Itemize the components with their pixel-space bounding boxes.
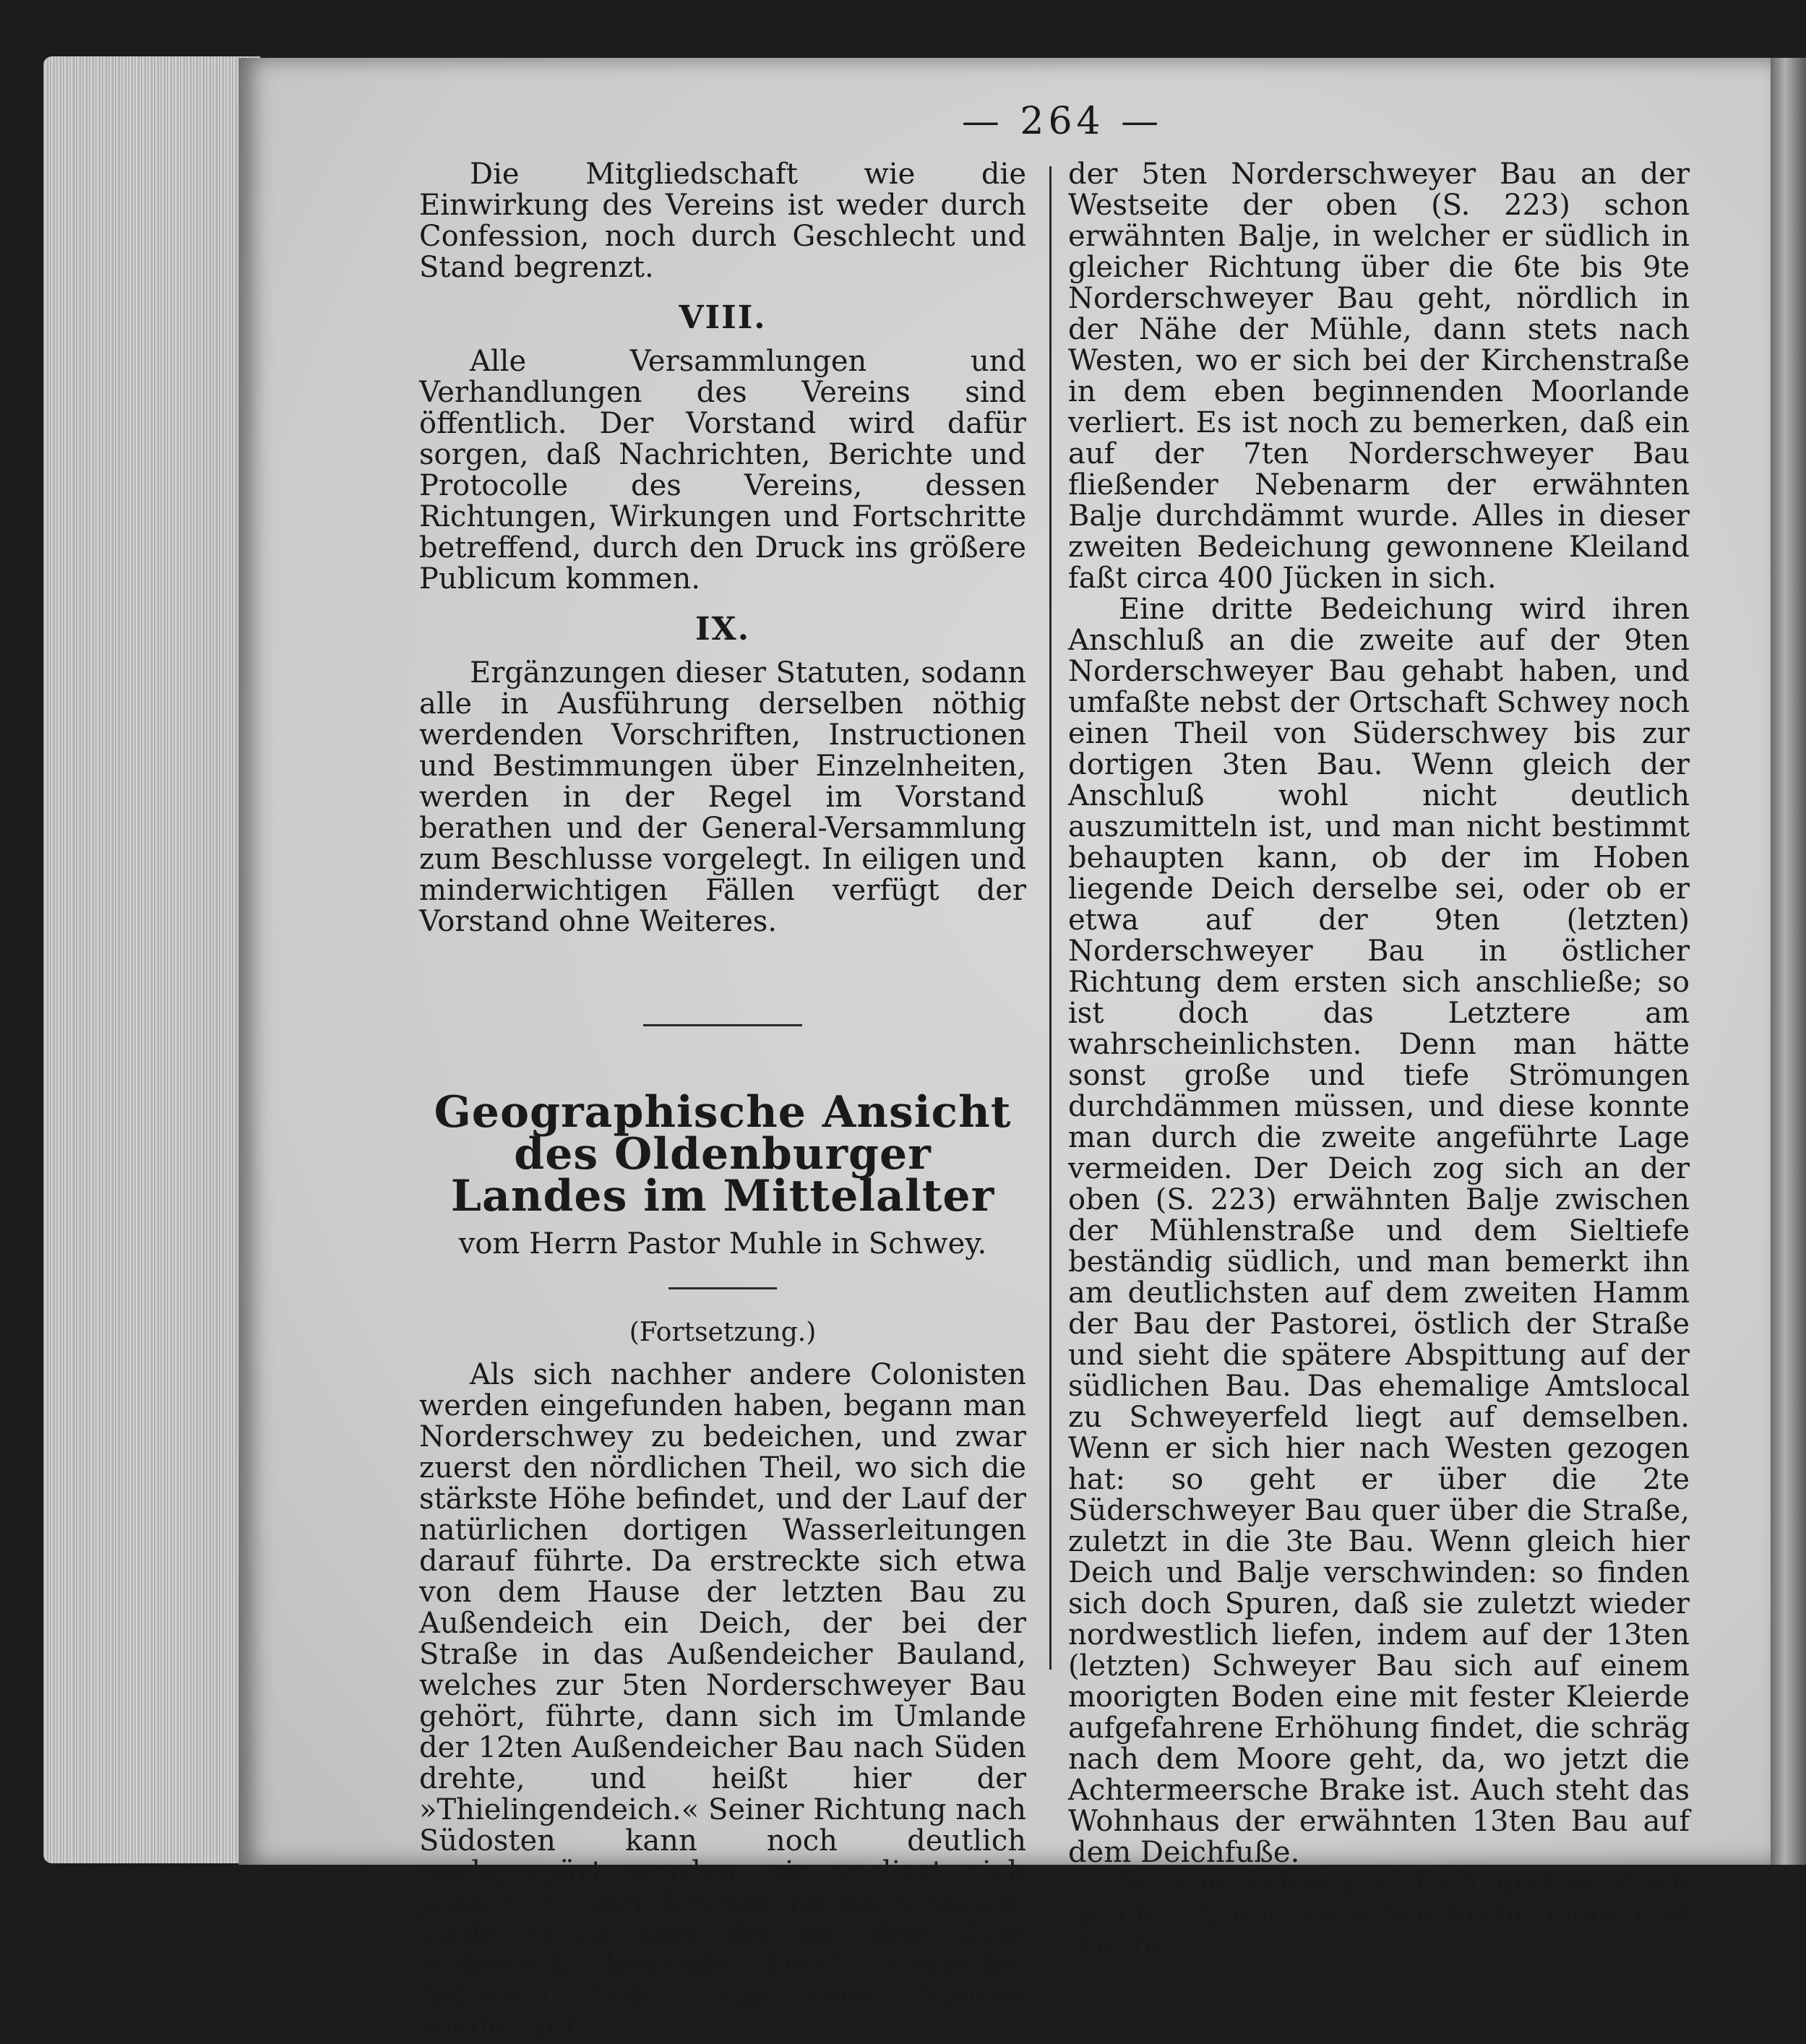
paragraph-membership: Die Mitgliedschaft wie die Einwirkung des Vereins ist weder durch Confession, noch durch Geschlecht und Stand begrenzt. — [419, 158, 1026, 284]
paragraph-article-start: Als sich nachher andere Colonisten werden eingefunden haben, begann man Norderschwey zu bedeichen, und zwar zuerst den nördlichen Theil, wo sich die stärkste Höhe befindet, und der Lauf der natürlichen dortigen Wasserleitungen darauf führte. Da erstreckte sich etwa von dem Hause der letzten Bau zu Außendeich ein Deich, der bei der Straße in das Außendeicher Bauland, welches zur 5ten Norderschweyer Bau gehört, führte, dann sich im Umlande der 12ten Außendeicher Bau nach Süden drehte, und heißt hier der »Thielingendeich.« Seiner Richtung nach Südosten kann noch deutlich nachgespürt werden, sie verliert sich jedoch in einer Krümmung nach Süden, vielleicht ist aber der auf dem Gute Hobeneck liegende Deich derselbe. Indessen findet man seine Spuren wieder auf — [419, 1358, 1026, 2044]
section-heading-viii: VIII. — [679, 299, 767, 336]
left-column — [419, 159, 1026, 2043]
section-divider — [643, 1024, 802, 1026]
right-column — [1068, 159, 1690, 1962]
paragraph-final: So von Schwey südlich und nördlich geschützt, und zwischen Köthermoor und ihm be- — [1068, 1867, 1690, 1962]
book-page-edges — [43, 56, 260, 1863]
page-number: — 264 — — [961, 100, 1164, 143]
paragraph-amendments: Ergänzungen dieser Statuten, sodann alle in Ausführung derselben nöthig werdenden Vorschriften, Instructionen und Bestimmungen über Einzelnheiten, werden in der Regel im Vorstand berathen und der General-Versammlung zum Beschlusse vorgelegt. In eiligen und minderwichtigen Fällen verfügt der Vorstand ohne Weiteres. — [419, 656, 1026, 938]
article-title: Geographische Ansicht des Oldenburger Landes im Mittelalter — [434, 1087, 1012, 1221]
section-heading-ix: IX. — [695, 611, 751, 648]
byline-divider — [668, 1287, 777, 1289]
continuation-note: (Fortsetzung.) — [629, 1318, 817, 1347]
paragraph-third-dike: Eine dritte Bedeichung wird ihren Anschluß an die zweite auf der 9ten Norderschweyer Bau gehabt haben, und umfaßte nebst der Ortschaft Schwey noch einen Theil von Süderschwey bis zur dortigen 3ten Bau. Wenn gleich der Anschluß wohl nicht deutlich auszumitteln ist, und man nicht bestimmt behaupten kann, ob der im Hoben liegende Deich derselbe sei, oder ob er etwa auf der 9ten (letzten) Norderschweyer Bau in östlicher Richtung dem ersten sich anschließe; so ist doch das Letztere am wahrscheinlichsten. Denn man hätte sonst große und tiefe Strömungen durchdämmen müssen, und diese konnte man durch die zweite angeführte Lage vermeiden. Der Deich zog sich an der oben (S. 223) erwähnten Balje zwischen der Mühlenstraße und dem Sieltiefe beständig südlich, und man bemerkt ihn am deutlichsten auf dem zweiten Hamm der Bau der Pastorei, östlich der Straße und sieht die spätere Abspittung auf der südlichen Bau. Das ehemalige Amtslocal zu Schweyerfeld liegt auf demselben. Wenn er sich hier nach Westen gezogen hat: so geht er über die 2te Süderschweyer Bau quer über die Straße, zuletzt in die 3te Bau. Wenn gleich hier Deich und Balje verschwinden: so finden sich doch Spuren, daß sie zuletzt wieder nordwestlich liefen, indem auf der 13ten (letzten) Schweyer Bau sich auf einem moorigten Boden eine mit fester Kleierde aufgefahrene Erhöhung findet, die schräg nach dem Moore geht, da, wo jetzt die Achtermeersche Brake ist. Auch steht das Wohnhaus der erwähnten 13ten Bau auf dem Deichfuße. — [1068, 593, 1690, 1869]
column-divider — [1049, 166, 1052, 1670]
paragraph-continued: der 5ten Norderschweyer Bau an der Westseite der oben (S. 223) schon erwähnten Balje, in welcher er südlich in gleicher Richtung über die 6te bis 9te Norderschweyer Bau geht, nördlich in der Nähe der Mühle, dann stets nach Westen, wo er sich bei der Kirchenstraße in dem eben beginnenden Moorlande verliert. Es ist noch zu bemerken, daß ein auf der 7ten Norderschweyer Bau fließender Nebenarm der erwähnten Balje durchdämmt wurde. Alles in dieser zweiten Bedeichung gewonnene Kleiland faßt circa 400 Jücken in sich. — [1068, 158, 1690, 595]
article-byline: vom Herrn Pastor Muhle in Schwey. — [458, 1227, 987, 1261]
paragraph-meetings: Alle Versammlungen und Verhandlungen des Vereins sind öffentlich. Der Vorstand wird dafür sorgen, daß Nachrichten, Berichte und Protocolle des Vereins, dessen Richtungen, Wirkungen und Fortschritte betreffend, durch den Druck ins größere Publicum kommen. — [419, 345, 1026, 596]
book-spine-edge — [1771, 58, 1806, 1865]
